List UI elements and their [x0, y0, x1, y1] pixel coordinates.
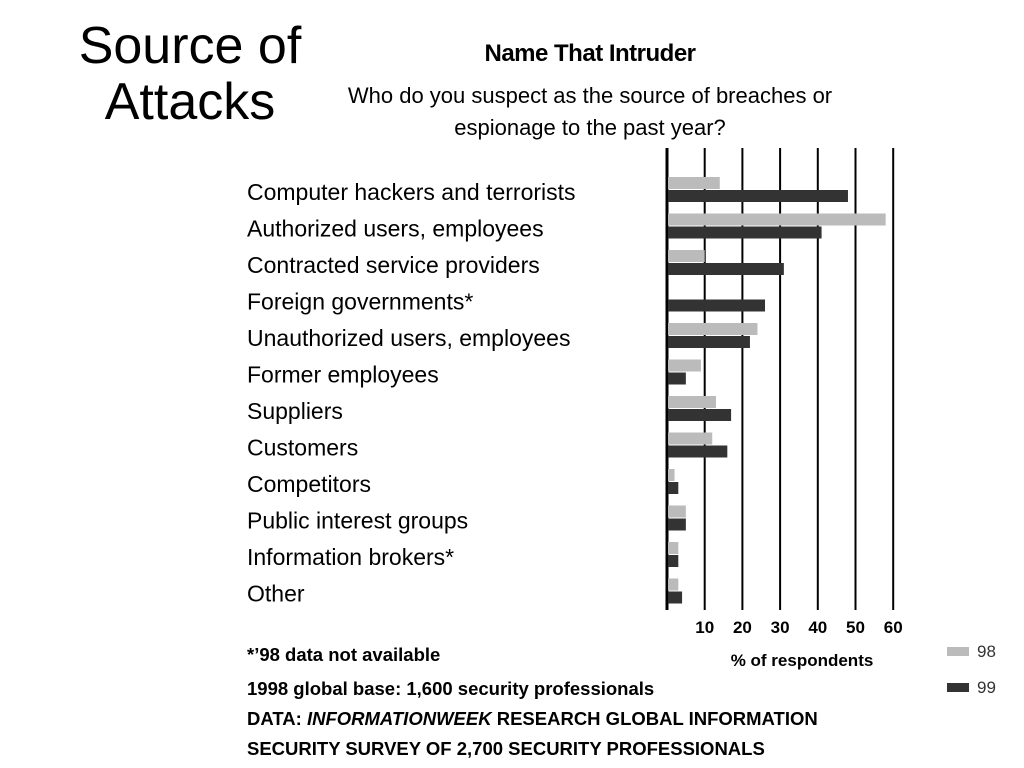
category-label: Unauthorized users, employees	[247, 325, 571, 351]
bar-98	[668, 433, 712, 445]
bar-99	[668, 519, 686, 531]
legend-label-99: 99	[977, 678, 996, 697]
footnote-survey: SECURITY SURVEY OF 2,700 SECURITY PROFESSIONALS	[247, 738, 765, 759]
bar-98	[668, 396, 716, 408]
category-label: Contracted service providers	[247, 252, 540, 278]
slide-title: Source of Attacks	[78, 17, 302, 131]
bar-99	[668, 409, 731, 421]
bar-98	[668, 360, 701, 372]
bar-99	[668, 592, 682, 604]
x-axis-title: % of respondents	[730, 651, 874, 670]
bar-98	[668, 469, 675, 481]
category-label: Customers	[247, 434, 359, 461]
chart-title: Name That Intruder	[484, 40, 696, 67]
legend-swatch-99	[947, 683, 969, 692]
category-label: Information brokers*	[247, 544, 455, 570]
bar-99	[668, 190, 848, 202]
bar-98	[668, 323, 757, 335]
legend	[947, 642, 996, 697]
category-label: Other	[247, 580, 305, 607]
bar-99	[668, 227, 822, 239]
bar-99	[668, 373, 686, 385]
footnote-data-rest: RESEARCH GLOBAL INFORMATION	[491, 708, 818, 729]
x-tick-label: 20	[732, 618, 752, 637]
category-label: Computer hackers and terrorists	[247, 179, 576, 205]
x-tick-labels	[695, 618, 902, 637]
x-tick-label: 50	[846, 618, 865, 637]
x-tick-label: 40	[808, 618, 828, 637]
footnote-data-brand: INFORMATIONWEEK	[306, 708, 492, 729]
legend-swatch-98	[947, 647, 969, 656]
x-tick-label: 10	[695, 618, 715, 637]
bars	[668, 177, 886, 604]
bar-98	[668, 542, 678, 554]
footnote-data-prefix: DATA:	[247, 708, 307, 729]
category-labels	[247, 179, 576, 607]
bar-99	[668, 263, 784, 275]
category-label: Public interest groups	[247, 507, 469, 534]
bar-99	[668, 482, 678, 494]
bar-99	[668, 555, 678, 567]
category-label: Foreign governments*	[247, 288, 474, 315]
footnote-global-base: 1998 global base: 1,600 security professionals	[247, 678, 655, 699]
bar-99	[668, 300, 765, 312]
bar-98	[668, 579, 678, 591]
chart-subtitle: Who do you suspect as the source of breaches or espionage to the past year?	[347, 83, 833, 140]
category-label: Authorized users, employees	[247, 215, 544, 242]
category-label: Former employees	[247, 361, 439, 388]
category-label: Competitors	[247, 471, 371, 497]
bar-99	[668, 336, 750, 348]
bar-98	[668, 177, 720, 189]
legend-label-98: 98	[977, 642, 996, 661]
footnote-data-source	[247, 708, 818, 730]
bar-99	[668, 446, 727, 458]
x-tick-label: 30	[770, 618, 790, 637]
bar-98	[668, 214, 886, 226]
category-label: Suppliers	[247, 398, 343, 424]
footnote-not-available: *’98 data not available	[247, 644, 441, 665]
x-tick-label: 60	[883, 618, 903, 637]
bar-98	[668, 506, 686, 518]
bar-98	[668, 250, 705, 262]
